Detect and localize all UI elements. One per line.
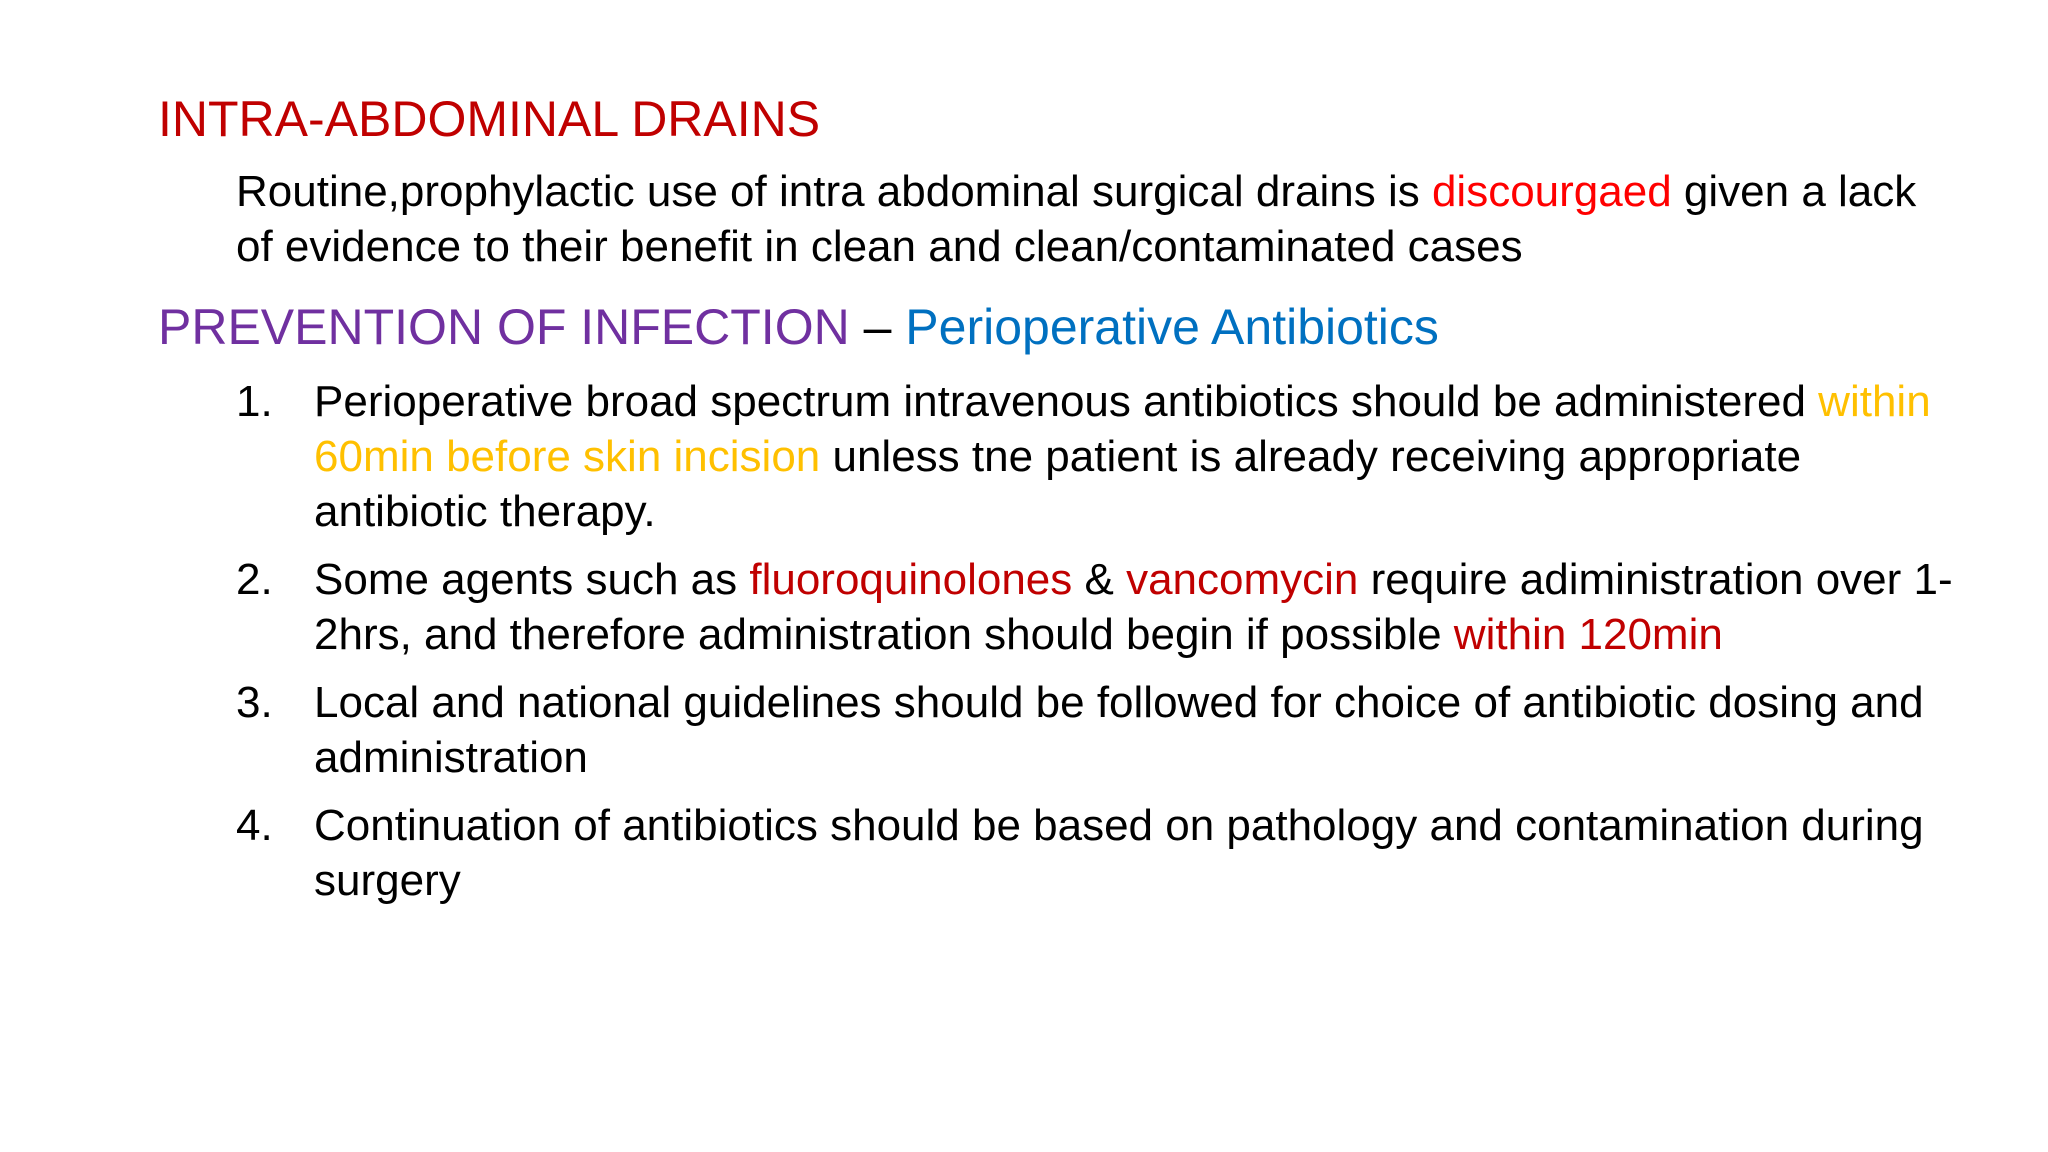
item2-highlight-vancomycin: vancomycin [1126, 555, 1359, 604]
discouraged-highlight: discourgaed [1431, 167, 1672, 216]
list-item-number: 2. [236, 555, 273, 604]
item3-text: Local and national guidelines should be followed for choice of antibiotic dosing and administration [314, 678, 1924, 782]
drains-paragraph [236, 164, 1936, 274]
item4-text: Continuation of antibiotics should be based on pathology and contamination during surgery [314, 801, 1924, 905]
item2-text-2: & [1072, 555, 1127, 604]
item2-text-1: Some agents such as [314, 555, 750, 604]
list-item-number: 1. [236, 377, 273, 426]
item2-text-3: require adiministration over 1-2hrs, and therefore administration should begin if possible [314, 555, 1953, 659]
section-title-prevention-of-infection [158, 296, 1439, 358]
item2-highlight-fluoroquinolones: fluoroquinolones [749, 555, 1073, 604]
list-item-number: 3. [236, 678, 273, 727]
item1-text-2: unless tne patient is already receiving appropriate antibiotic therapy. [314, 432, 1802, 536]
list-item [236, 552, 1956, 662]
prevention-title-dash: – [849, 299, 906, 355]
item1-highlight-60min: within 60min before skin incision [314, 377, 1931, 481]
item1-text-1: Perioperative broad spectrum intravenous antibiotics should be administered [314, 377, 1819, 426]
drains-text-1: Routine,prophylactic use of intra abdominal surgical drains is [236, 167, 1432, 216]
list-item [236, 374, 1956, 539]
drains-text-2: given a lack of evidence to their benefit in clean and clean/contaminated cases [236, 167, 1917, 271]
antibiotics-list [236, 374, 1956, 921]
item2-highlight-120min: within 120min [1453, 610, 1723, 659]
list-item [236, 675, 1956, 785]
list-item [236, 798, 1956, 908]
prevention-title-sub: Perioperative Antibiotics [905, 299, 1439, 355]
section-title-intra-abdominal-drains: INTRA-ABDOMINAL DRAINS [158, 91, 821, 147]
list-item-number: 4. [236, 801, 273, 850]
prevention-title-main: PREVENTION OF INFECTION [158, 299, 850, 355]
